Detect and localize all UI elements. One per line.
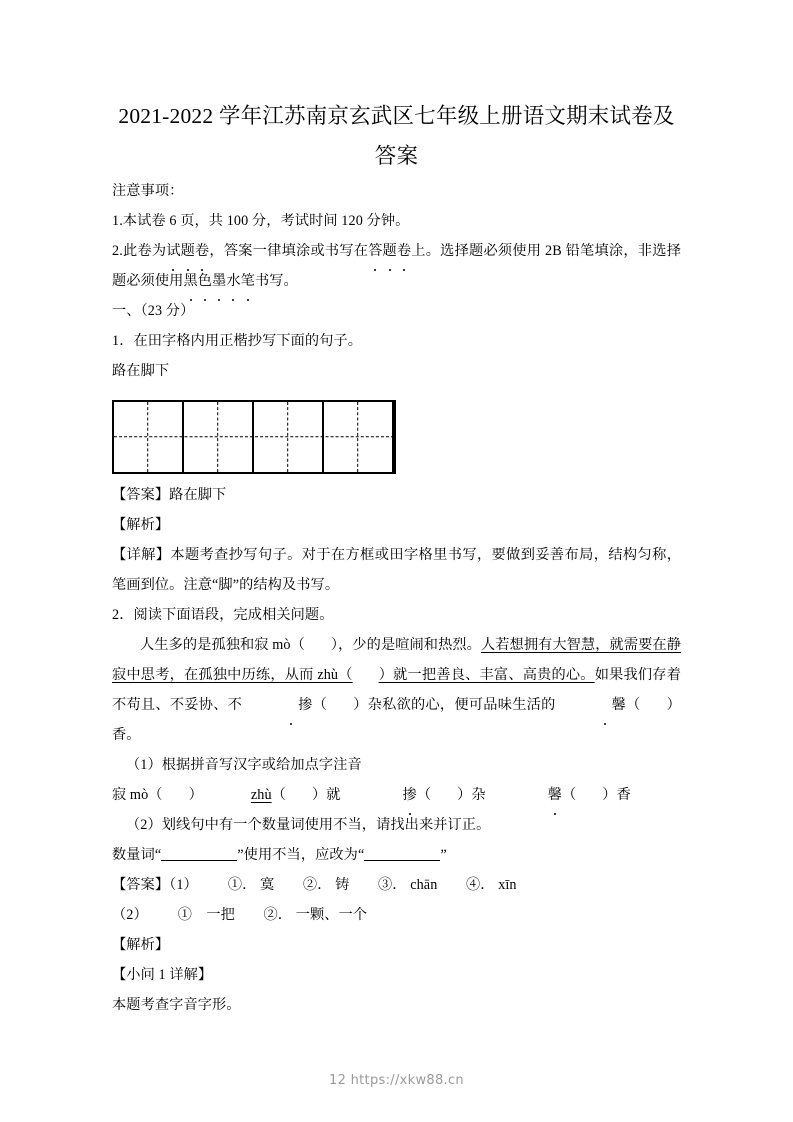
question-1-analysis-label: 【解析】 bbox=[112, 517, 170, 533]
sub1-item-2-close: ）就 bbox=[311, 787, 341, 803]
passage-underlined-b: ）就一把善良、丰富、高贵的心。 bbox=[378, 667, 595, 683]
sub1-item-4-char: 馨 bbox=[548, 780, 562, 810]
sub1-item-3-open: （ bbox=[416, 787, 432, 803]
question-2-answer-line-2 bbox=[112, 900, 681, 930]
sub1-item-1-close: ） bbox=[188, 787, 203, 803]
sub1-item-4-close: ）香 bbox=[602, 787, 631, 803]
notice-item-2 bbox=[112, 236, 681, 296]
question-1-sentence: 路在脚下 bbox=[112, 363, 170, 379]
answer-2-items: ① 一把 ②． 一颗、一个 bbox=[177, 907, 368, 923]
notice-2-part-c: 上。选择题必须使用 2B 铅笔填涂，非选择题必须使用 bbox=[112, 243, 681, 289]
sub1-item-2-pinyin: zhù bbox=[250, 787, 272, 803]
tianzige-grid-wrap bbox=[112, 400, 681, 474]
sub1-item-2-open: （ bbox=[271, 787, 286, 803]
notice-2-part-b: ，答案一律填涂或书写在 bbox=[209, 243, 369, 259]
tianzige-cell[interactable] bbox=[324, 402, 394, 472]
question-1-stem: 1．在田字格内用正楷抄写下面的句子。 bbox=[112, 333, 363, 349]
sub2-fill-part-c: ” bbox=[440, 847, 447, 863]
page-title-line-1: 2021-2022 学年江苏南京玄武区七年级上册语文期末试卷及 bbox=[118, 104, 675, 128]
notice-2-emphasis-shitijuan: 试题卷 bbox=[166, 236, 209, 266]
notice-heading: 注意事项： bbox=[112, 183, 184, 199]
question-2-sub-detail-text: 本题考查字音字形。 bbox=[112, 997, 241, 1013]
question-1-answer: 【答案】路在脚下 bbox=[112, 487, 227, 503]
sub2-blank-1[interactable] bbox=[161, 845, 237, 861]
sub2-fill-part-b: ”使用不当，应改为“ bbox=[237, 847, 365, 863]
passage-emphasis-chan: 掺 bbox=[242, 690, 312, 720]
question-2-sub1-stem: （1）根据拼音写汉字或给加点字注音 bbox=[126, 757, 362, 773]
answer-1-label: 【答案】（1） bbox=[112, 877, 198, 893]
passage-underlined-a: 人若想拥有大智慧，就需要在静寂中思考，在孤独中历练，从而 zhù（ bbox=[112, 637, 681, 683]
notice-item-1: 1.本试卷 6 页，共 100 分，考试时间 120 分钟。 bbox=[112, 213, 410, 229]
sub1-item-4-open: （ bbox=[562, 787, 577, 803]
tianzige-cell[interactable] bbox=[114, 402, 184, 472]
question-2-answer-line-1 bbox=[112, 870, 681, 900]
notice-2-emphasis-heisemoshuibi: 黑色墨水笔 bbox=[183, 266, 254, 296]
sub1-item-1-label: 寂 mò（ bbox=[112, 787, 163, 803]
page-title-line-2: 答案 bbox=[374, 144, 419, 168]
notice-2-part-d: 书写。 bbox=[254, 273, 298, 289]
question-2-analysis-label: 【解析】 bbox=[112, 937, 170, 953]
notice-2-part-a: 2.此卷为 bbox=[112, 243, 167, 259]
answer-1-items: ①． 寞 ②． 铸 ③． chān ④． xīn bbox=[227, 877, 517, 893]
passage-part-4: （ bbox=[312, 697, 328, 713]
tianzige-cell[interactable] bbox=[184, 402, 254, 472]
question-2-passage bbox=[112, 630, 681, 750]
question-2-sub2-fill-row bbox=[112, 840, 681, 870]
question-2-stem: 2．阅读下面语段，完成相关问题。 bbox=[112, 607, 334, 623]
tianzige-grid[interactable] bbox=[112, 400, 396, 474]
passage-part-7: ）香。 bbox=[112, 697, 681, 743]
sub2-fill-part-a: 数量词“ bbox=[112, 847, 162, 863]
sub2-blank-2[interactable] bbox=[364, 845, 440, 861]
passage-part-1: 人生多的是孤独和寂 mò（ bbox=[140, 637, 305, 653]
sub1-item-3-char: 掺 bbox=[403, 780, 417, 810]
passage-part-6: （ bbox=[625, 697, 641, 713]
question-2-sub1-answer-row bbox=[112, 780, 681, 810]
sub1-item-3-close: ）杂 bbox=[457, 787, 486, 803]
passage-part-2: ），少的是喧闹和热烈。 bbox=[330, 637, 481, 653]
tianzige-cell[interactable] bbox=[254, 402, 324, 472]
answer-2-label: （2） bbox=[112, 907, 148, 923]
passage-part-5: ）杂私欲的心，便可品味生活的 bbox=[353, 697, 556, 713]
question-2-sub-detail-label: 【小问 1 详解】 bbox=[112, 967, 213, 983]
page-title bbox=[112, 0, 681, 176]
question-1-detail: 【详解】本题考查抄写句子。对于在方框或田字格里书写，要做到妥善布局，结构匀称，笔画到位。注意“脚”的结构及书写。 bbox=[112, 547, 681, 593]
page-footer-watermark: 12 https://xkw88.cn bbox=[329, 1073, 464, 1088]
passage-emphasis-xin: 馨 bbox=[556, 690, 626, 720]
question-2-sub2-stem: （2）划线句中有一个数量词使用不当，请找出来并订正。 bbox=[126, 817, 491, 833]
section-1-heading: 一、（23 分） bbox=[112, 303, 195, 319]
notice-2-emphasis-datijuan: 答题卷 bbox=[368, 236, 411, 266]
passage-part-3: 如果我们存着不苟且、不妥协、不 bbox=[112, 667, 681, 713]
